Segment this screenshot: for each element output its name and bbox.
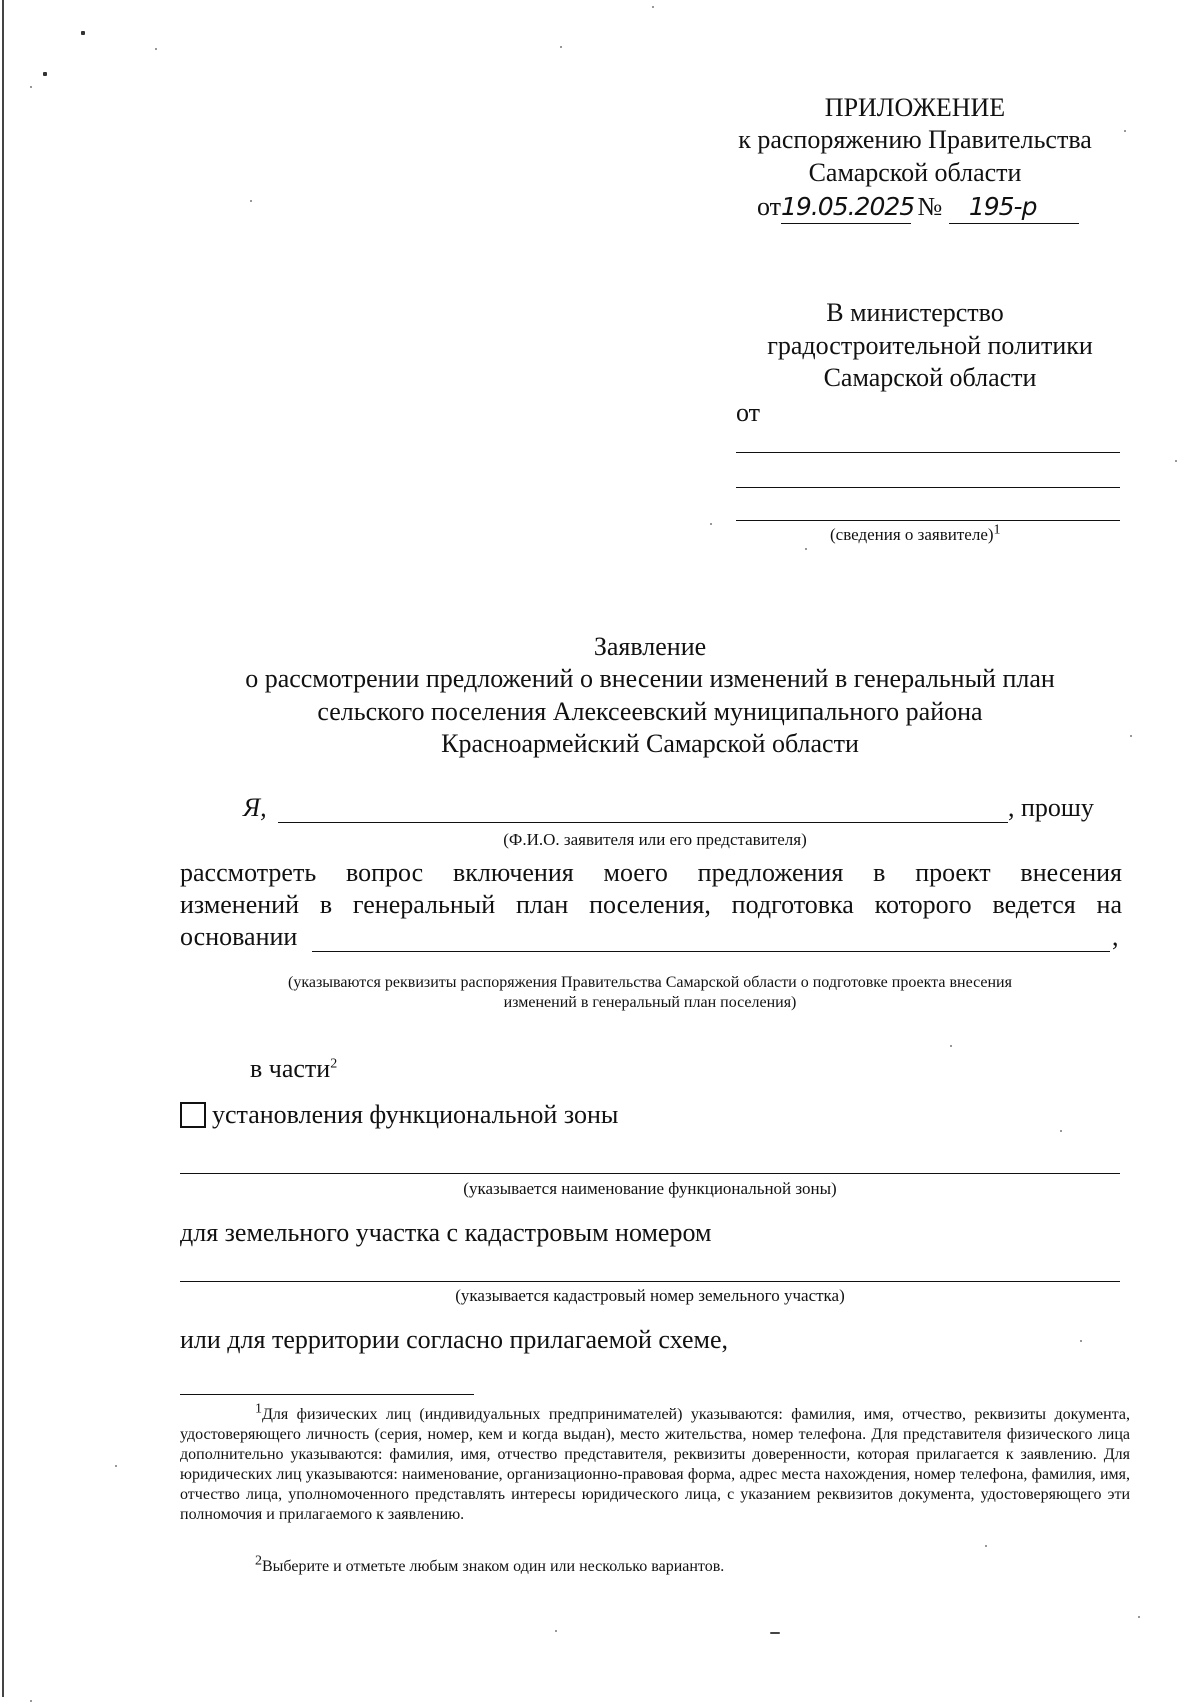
cadastral-number-field bbox=[180, 1281, 1120, 1282]
in-part-heading bbox=[250, 1053, 337, 1085]
handwritten-number: 195-р bbox=[949, 191, 1079, 224]
basis-caption-line2: изменений в генеральный план поселения) bbox=[503, 994, 797, 1011]
footnote-2 bbox=[255, 1553, 1125, 1577]
scan-speck bbox=[115, 1465, 117, 1467]
number-label: № bbox=[917, 192, 943, 221]
scan-speck bbox=[1124, 130, 1126, 132]
cadastral-caption: (указывается кадастровый номер земельного участка) bbox=[455, 1286, 845, 1305]
footnote-2-mark: 2 bbox=[255, 1553, 262, 1569]
footnote-ref-2: 2 bbox=[330, 1056, 338, 1072]
document-title-line1: Заявление bbox=[593, 632, 707, 661]
appendix-date-line bbox=[757, 191, 1097, 224]
in-part-label: в части bbox=[250, 1054, 331, 1083]
scan-speck bbox=[1080, 1340, 1082, 1342]
scan-speck bbox=[560, 46, 562, 48]
applicant-caption bbox=[830, 524, 1001, 546]
i-label: Я, bbox=[243, 793, 267, 822]
addressee-line3: Самарской области bbox=[823, 363, 1037, 392]
footnote-separator bbox=[180, 1394, 474, 1395]
appendix-line2: Самарской области bbox=[808, 158, 1022, 187]
footnote-1 bbox=[180, 1401, 1130, 1525]
scan-edge-line bbox=[2, 0, 4, 1697]
scan-speck bbox=[1130, 735, 1132, 737]
territory-label: или для территории согласно прилагаемой схеме, bbox=[180, 1325, 729, 1354]
applicant-line-2 bbox=[736, 487, 1120, 488]
applicant-line-1 bbox=[736, 452, 1120, 453]
scan-speck bbox=[155, 48, 157, 50]
scan-speck bbox=[710, 523, 712, 525]
parcel-label: для земельного участка с кадастровым номером bbox=[180, 1218, 712, 1247]
zone-caption: (указывается наименование функциональной зоны) bbox=[463, 1179, 837, 1198]
footnote-ref-1: 1 bbox=[993, 522, 1001, 538]
footnote-1-text: Для физических лиц (индивидуальных предпринимателей) указываются: фамилия, имя, отчество, реквизиты документа, удостоверяющего личность (серия, номер, кем и когда выдан), место жительства, номер телефона. Для представителя физического лица дополнительно указываются: фамилия, имя, отчество представителя, реквизиты доверенности, которая прилагается к заявлению. Для юридических лиц указываются: наименование, организационно-правовая форма, адрес места нахождения, номер телефона, фамилия, имя, отчество лица, уполномоченного представлять интересы юридического лица, с указанием реквизитов документа, удостоверяющего эти полномочия и прилагаемого к заявлению. bbox=[180, 1406, 1130, 1523]
applicant-line-3 bbox=[736, 520, 1120, 521]
option-functional-zone[interactable] bbox=[180, 1099, 618, 1131]
document-title-line3: сельского поселения Алексеевский муниципального района bbox=[317, 697, 983, 726]
scan-speck bbox=[770, 1632, 780, 1634]
fio-caption: (Ф.И.О. заявителя или его представителя) bbox=[503, 830, 807, 849]
scan-speck bbox=[555, 1630, 557, 1632]
scan-speck bbox=[985, 1545, 987, 1547]
appendix-title: ПРИЛОЖЕНИЕ bbox=[824, 93, 1006, 122]
paragraph-line2: изменений в генеральный план поселения, подготовка которого ведется на bbox=[180, 890, 1122, 919]
applicant-caption-text: (сведения о заявителе) bbox=[830, 525, 994, 544]
scan-speck bbox=[30, 86, 32, 88]
functional-zone-checkbox[interactable] bbox=[180, 1102, 206, 1128]
basis-field bbox=[312, 951, 1110, 952]
document-title-line2: о рассмотрении предложений о внесении изменений в генеральный план bbox=[245, 664, 1055, 693]
scan-speck bbox=[1175, 460, 1177, 462]
from-label: от bbox=[757, 192, 782, 221]
basis-caption-line1: (указываются реквизиты распоряжения Правительства Самарской области о подготовке проекта внесения bbox=[288, 974, 1012, 991]
handwritten-date: 19.05.2025 bbox=[781, 191, 911, 224]
scan-speck bbox=[652, 6, 654, 8]
appendix-line1: к распоряжению Правительства bbox=[738, 125, 1092, 154]
footnote-2-text: Выберите и отметьте любым знаком один или несколько вариантов. bbox=[262, 1558, 725, 1575]
addressee-line1: В министерство bbox=[826, 298, 1004, 327]
basis-comma: , bbox=[1112, 922, 1119, 951]
scan-speck bbox=[250, 200, 252, 202]
addressee-line2: градостроительной политики bbox=[767, 331, 1093, 360]
scan-speck bbox=[81, 31, 85, 35]
addressee-from-label: от bbox=[736, 398, 761, 427]
fio-field bbox=[278, 822, 1008, 823]
scan-speck bbox=[1060, 1130, 1062, 1132]
scan-speck bbox=[805, 548, 807, 550]
zone-name-field bbox=[180, 1173, 1120, 1174]
footnote-1-mark: 1 bbox=[255, 1401, 262, 1417]
document-title-line4: Красноармейский Самарской области bbox=[441, 729, 859, 758]
scan-speck bbox=[43, 72, 47, 76]
scan-speck bbox=[950, 1045, 952, 1047]
request-label: , прошу bbox=[1008, 793, 1094, 822]
option-functional-zone-label: установления функциональной зоны bbox=[212, 1100, 619, 1129]
basis-label: основании bbox=[180, 922, 298, 951]
scan-speck bbox=[1138, 1616, 1140, 1618]
paragraph-line1: рассмотреть вопрос включения моего предложения в проект внесения bbox=[180, 858, 1122, 887]
